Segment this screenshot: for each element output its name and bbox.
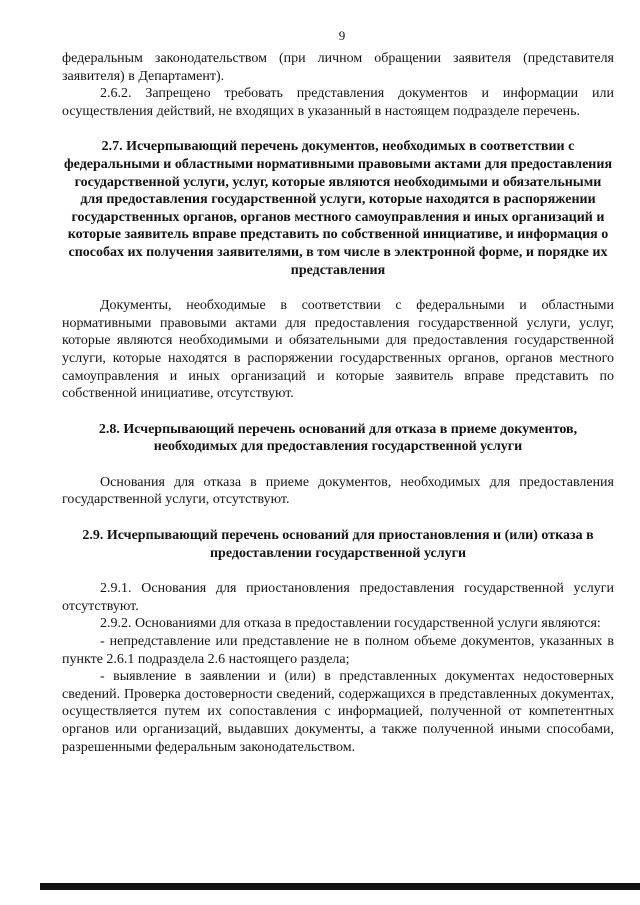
intro-paragraph-2: 2.6.2. Запрещено требовать представления документов и информации или осуществления действий, не входящих в указанный в настоящем подразделе перечень. (62, 86, 614, 119)
section-2-9-paragraph-2: 2.9.2. Основаниями для отказа в предоставлении государственной услуги являются: (100, 616, 601, 632)
section-2-9-list-item-1: - непредставление или представление не в полном объеме документов, указанных в пункте 2.6.1 подраздела 2.6 настоящего раздела; (62, 634, 614, 667)
intro-paragraph-1: федеральным законодательством (при личном обращении заявителя (представителя заявителя) в Департамент). (62, 51, 614, 84)
section-2-9-heading: 2.9. Исчерпывающий перечень оснований для приостановления и (или) отказа в предоставлении государственной услуги (82, 528, 594, 561)
bottom-rule (40, 883, 640, 890)
section-2-8-heading: 2.8. Исчерпывающий перечень оснований для отказа в приеме документов, необходимых для предоставления государственной услуги (98, 421, 578, 455)
section-2-8-paragraph: Основания для отказа в приеме документов, необходимых для предоставления государственной услуги, отсутствуют. (62, 474, 614, 508)
section-2-7-heading: 2.7. Исчерпывающий перечень документов, необходимых в соответствии с федеральными и областными нормативными правовыми актами для предоставления государственной услуги, услуг, которые являются необходимыми и обязательными для предоставления государственной услуги, которые находятся в распоряжении государственных органов, органов местного самоуправления и иных организаций и которые заявитель вправе представить по собственной инициативе, и информация о способах их получения заявителями, в том числе в электронной форме, и порядке их представления (63, 139, 613, 278)
document-page (62, 28, 614, 756)
section-2-9-paragraph-1: 2.9.1. Основания для приостановления предоставления государственной услуги отсутствуют. (62, 581, 614, 614)
section-2-9-list-item-2: - выявление в заявлении и (или) в представленных документах недостоверных сведений. Проверка достоверности сведений, содержащихся в представленных документах, осуществляется путем их сопоставления с информацией, полученной от компетентных органов или организаций, выдавших документы, а также полученной иными способами, разрешенными федеральным законодательством. (62, 669, 614, 755)
page-number: 9 (338, 28, 346, 43)
section-2-7-paragraph: Документы, необходимые в соответствии с федеральными и областными нормативными правовыми актами для предоставления государственной услуги, услуг, которые являются необходимыми и обязательными для предоставления государственной услуги, которые находятся в распоряжении государственных органов, органов местного самоуправления и иных организаций и которые заявитель вправе представить по собственной инициативе, отсутствуют. (62, 298, 614, 402)
